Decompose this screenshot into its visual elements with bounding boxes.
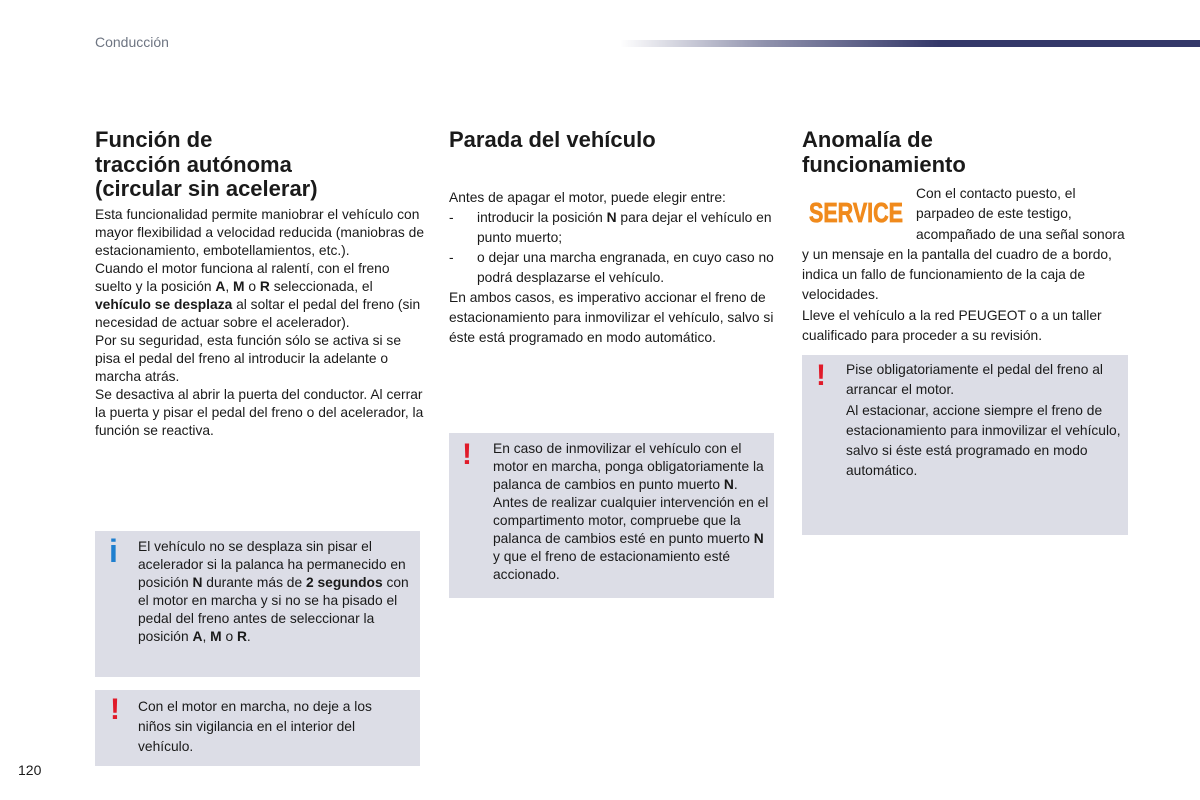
paragraph: En ambos casos, es imperativo accionar el freno de estacionamiento para inmovilizar el vehículo, salvo si éste está programado en modo automático. [449, 289, 774, 345]
heading-malfunction: Anomalía de funcionamiento [802, 127, 966, 177]
list-item: - introducir la posición N para dejar el vehículo en punto muerto; [449, 208, 777, 248]
heading-autonomous-traction: Función de tracción autónoma (circular sin acelerar) [95, 127, 318, 201]
page-number: 120 [18, 762, 42, 778]
warning-text: En caso de inmovilizar el vehículo con el motor en marcha, ponga obligatoriamente la palanca de cambios en punto muerto N. Antes de realizar cualquier intervención en el compartimento motor, compruebe que la palanca de cambios esté en punto muerto N y que el freno de estacionamiento esté accionado. [493, 441, 769, 582]
exclamation-icon: ! [462, 438, 472, 471]
warning-box-engine-running [449, 433, 774, 598]
header-accent-bar [620, 40, 1200, 47]
exclamation-icon: ! [110, 693, 120, 726]
warning-box-children [95, 690, 420, 766]
paragraph: Con el contacto puesto, el parpadeo de este testigo, acompañado de una señal sonora y un mensaje en la pantalla del cuadro de a bordo, indica un fallo de funcionamiento de la caja de velocidades. [802, 186, 1125, 303]
paragraph: Lleve el vehículo a la red PEUGEOT o a un taller cualificado para proceder a su revisión. [802, 307, 1102, 344]
paragraph: Por su seguridad, esta función sólo se activa si se pisa el pedal del freno al introducir la adelante o marcha atrás. [95, 332, 401, 384]
column-vehicle-stop [449, 128, 777, 348]
malfunction-text [802, 184, 1132, 346]
heading-vehicle-stop: Parada del vehículo [449, 127, 656, 152]
paragraph: Se desactiva al abrir la puerta del conductor. Al cerrar la puerta y pisar el pedal del freno o del acelerador, la función se reactiva. [95, 386, 424, 438]
column-malfunction [802, 128, 1132, 177]
autonomous-traction-text [95, 206, 425, 440]
vehicle-stop-text [449, 188, 777, 348]
info-icon: i [109, 533, 118, 569]
service-label: SERVICE [809, 197, 903, 228]
section-title: Conducción [95, 34, 169, 50]
paragraph: Antes de apagar el motor, puede elegir entre: [449, 189, 726, 205]
list-item: - o dejar una marcha engranada, en cuyo caso no podrá desplazarse el vehículo. [449, 248, 777, 288]
warning-box-brake-pedal [802, 355, 1128, 535]
paragraph: Esta funcionalidad permite maniobrar el vehículo con mayor flexibilidad a velocidad reducida (maniobras de estacionamiento, embotellamientos, etc.). [95, 206, 425, 258]
warning-text: Pise obligatoriamente el pedal del freno al arrancar el motor. Al estacionar, accione siempre el freno de estacionamiento para inmovilizar el vehículo, salvo si éste está programado en modo automático. [846, 362, 1121, 479]
paragraph: Cuando el motor funciona al ralentí, con el freno suelto y la posición A, M o R seleccionada, el vehículo se desplaza al soltar el pedal del freno (sin necesidad de actuar sobre el acelerador). [95, 260, 421, 330]
info-text: El vehículo no se desplaza sin pisar el acelerador si la palanca ha permanecido en posición N durante más de 2 segundos con el motor en marcha y si no se ha pisado el pedal del freno antes de seleccionar la posición A, M o R. [138, 539, 409, 644]
info-box [95, 531, 420, 677]
column-autonomous-traction [95, 128, 425, 440]
exclamation-icon: ! [816, 359, 826, 392]
warning-text: Con el motor en marcha, no deje a los niños sin vigilancia en el interior del vehículo. [138, 699, 372, 754]
